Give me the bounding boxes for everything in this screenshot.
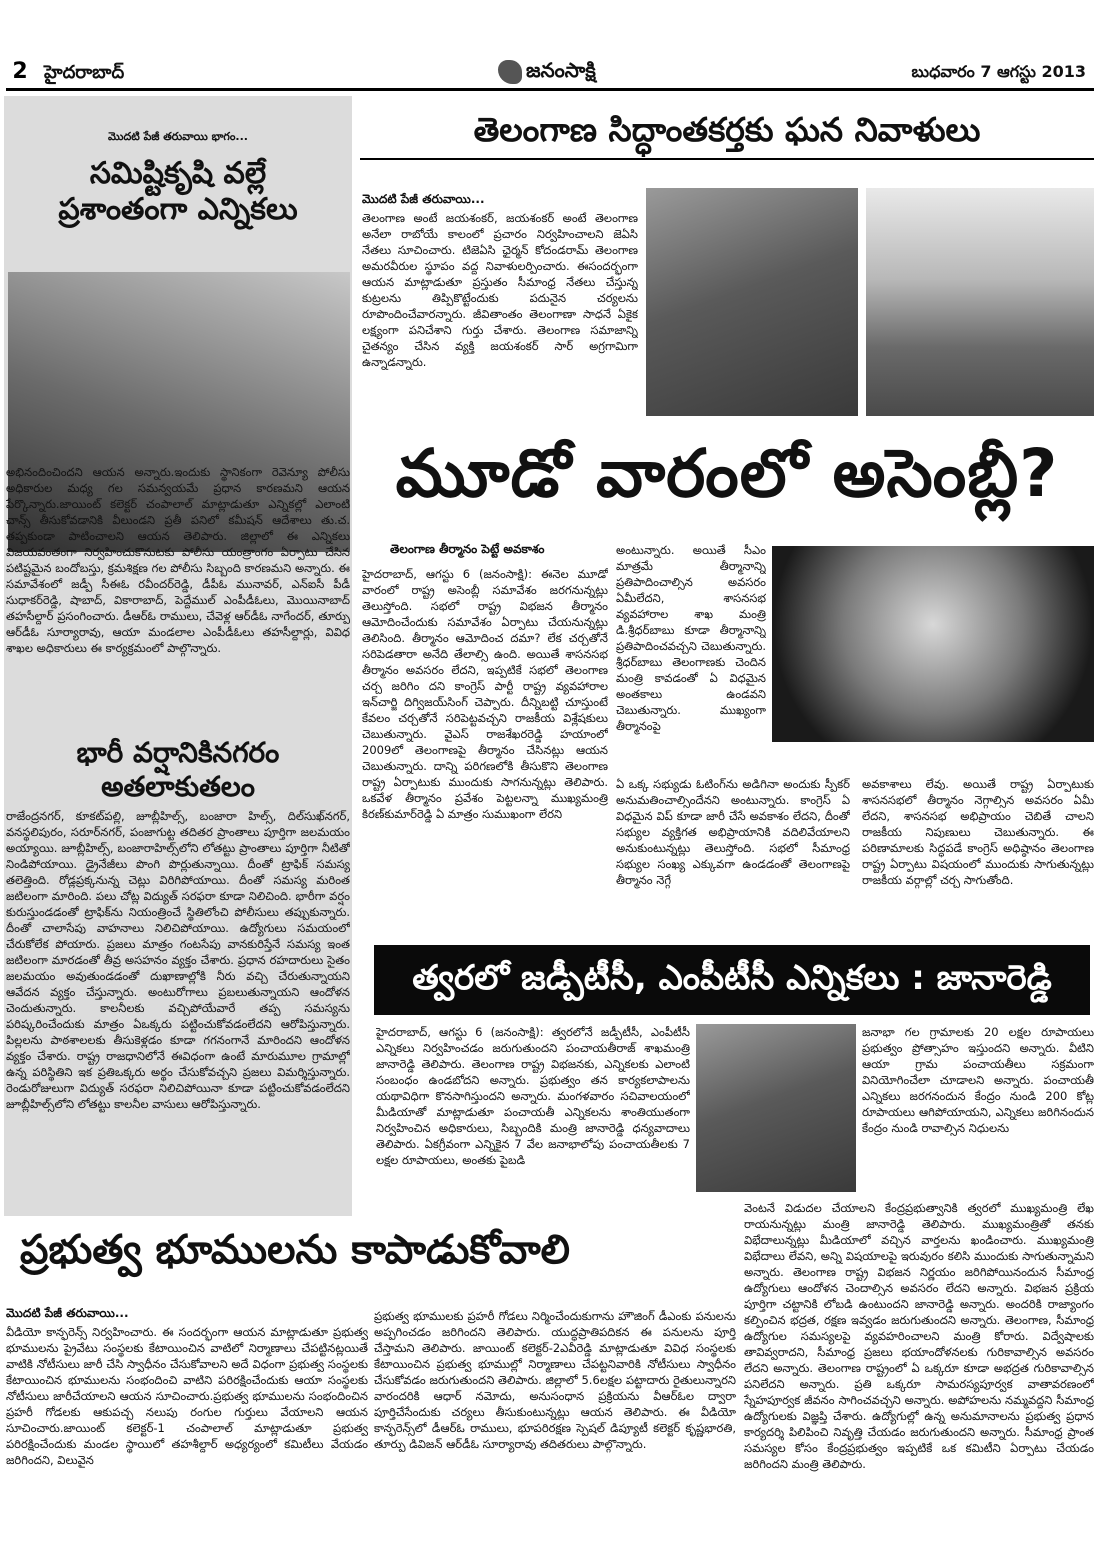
jayashankar-body: తెలంగాణ అంటే జయశంకర్, జయశంకర్ అంటే తెలంగాణ అనేలా రాబోయే కాలంలో ప్రచారం నిర్వహించాలని జెఏసి నేతలు సూచించారు. టిజెఏసి ఛైర్మన్ కోదండరామ్ తెలంగాణ అమరవీరుల స్థూపం వద్ద నివాళులర్పించారు. ఈసందర్భంగా ఆయన మాట్లాడుతూ ప్రస్తుతం సీమాంధ్ర నేతలు చేస్తున్న కుట్రలను తిప్పికొట్టేందుకు పదునైన చర్యలను రూపొందించేవారన్నారు. జీవితాంతం తెలంగాణా సాధనే ఏకైక లక్ష్యంగా పనిచేశాని గుర్తు చేశారు. తెలంగాణ సమాజాన్ని చైతన్యం చేసిన వ్యక్తి జయశంకర్ సార్ అగ్రగామిగా ఉన్నాడన్నారు. bbox=[362, 211, 638, 369]
left-story-kicker: మొదటి పేజీ తరువాయి భాగం... bbox=[108, 130, 248, 143]
land-headline: ప్రభుత్వ భూములను కాపాడుకోవాలి bbox=[20, 1227, 570, 1273]
logo-text: జనంసాక్షి bbox=[526, 58, 596, 82]
masthead bbox=[0, 56, 1100, 90]
jana-reddy-photo bbox=[696, 1024, 856, 1192]
jana-reddy-col2: జనాభా గల గ్రామాలకు 20 లక్షల రూపాయలు ప్రభుత్వం ప్రోత్సాహం ఇస్తుందని అన్నారు. వీటిని ఆయా గ్రామ పంచాయతీలు సక్రమంగా వినియోగించేలా చూడాలని అన్నారు. పంచాయతీ ఎన్నికలు జరగనందున కేంద్రం నుండి 200 కోట్ల రూపాయలు ఆగిపోయాయని, ఎన్నికలు జరిగినందున కేంద్రం నుండి రావాల్సిన నిధులను bbox=[862, 1025, 1094, 1135]
left-story-body: అభినందించిందని ఆయన అన్నారు.ఇందుకు స్థానికంగా రెవెన్యూ పోలీసు అధికారుల మధ్య గల సమన్వయమే ప్రధాన కారణమని ఆయన పేర్కొన్నారు.జాయింట్ కలెక్టర్ చంపాలాల్ మాట్లాడుతూ ఎన్నికల్లో ఎలాంటి చాన్స్ తీసుకోవడానికి వీలుండని ప్రతీ పనిలో కమీషన్ ఆదేశాలు తు.చ. తప్పకుండా పాటించాలని ఆయన తెలిపారు. జిల్లాలో ఈ ఎన్నికలు విజయవంతంగా నిర్వహించుకొనుటకు పోలీసు యంత్రాంగం ఏర్పాటు చేసిన పటిష్టమైన బందోబస్తు, క్రమశిక్షణ గల పోలీసు సిబ్బంది కారణమని అన్నారు. ఈ సమావేశంలో జడ్పీ సీఈఓ రవీందర్‌రెడ్డి, డీపీఓ మునావర్, ఎన్‌ఐసీ పీడీ సుధాకర్‌రెడ్డి, షాబాద్, వికారాబాద్, పెద్దేముల్ ఎంపీడీఓలు, మొయినాబాద్ తహసీల్దార్ ప్రసంగించారు. డీఆర్‌ఓ రాములు, చేవెళ్ల ఆర్‌డీఓ నాగేందర్, తూర్పు ఆర్‌డీఓ సూర్యారావు, ఆయా మండలాల ఎంపీడీఓలు తహసీల్దార్లు, వివిధ శాఖల అధికారులు ఈ కార్యక్రమంలో పాల్గొన్నారు. bbox=[6, 465, 350, 655]
page-number: 2 bbox=[8, 59, 32, 85]
header-rule bbox=[6, 88, 1094, 91]
header-date: బుధవారం 7 ఆగస్టు 2013 bbox=[911, 62, 1086, 81]
rain-story-headline: భారీ వర్షానికినగరం అతలాకుతలం bbox=[76, 736, 280, 803]
logo bbox=[498, 58, 616, 86]
assembly-col3: అవకాశాలు లేవు. అయితే రాష్ట్ర ఏర్పాటుకు శాసనసభలో తీర్మానం నెగ్గాల్సిన అవసరం ఏమీ లేదని, శాసనసభ అభిప్రాయం చెబితే చాలని రాజకీయ నిపుణులు చెబుతున్నారు. ఈ పరిణామాలకు సిద్ధపడే కాంగ్రెస్ అధిష్ఠానం తెలంగాణ రాష్ట్ర ఏర్పాటు విషయంలో ముందుకు సాగుతున్నట్లు రాజకీయ వర్గాల్లో చర్చ సాగుతోంది. bbox=[862, 777, 1094, 887]
left-story bbox=[4, 96, 352, 1216]
india-map-icon bbox=[498, 60, 522, 84]
land-kicker: మొదటి పేజీ తరువాయి... bbox=[6, 1306, 129, 1320]
left-story-headline: సమిష్టికృషి వల్లే ప్రశాంతంగా ఎన్నికలు bbox=[58, 156, 298, 227]
tribute-photo-1 bbox=[646, 188, 858, 416]
jana-reddy-headline: త్వరలో జడ్పీటీసీ, ఎంపీటీసీ ఎన్నికలు : జానారెడ్డి bbox=[412, 958, 1052, 998]
jana-reddy-col3: వెంటనే విడుదల చేయాలని కేంద్రప్రభుత్వానికి త్వరలో ముఖ్యమంత్రి లేఖ రాయనున్నట్లు మంత్రి జానారెడ్డి తెలిపారు. ముఖ్యమంత్రితో తనకు విభేదాలున్నట్లు మీడియాలో వచ్చిన వార్తలను ఖండించారు. ముఖ్యమంత్రి విభేదాలు లేవని, అన్ని విషయాలపై ఇరువురం కలిసి ముందుకు సాగుతున్నామని అన్నారు. తెలంగాణ రాష్ట్ర విభజన నిర్ణయం జరిగిపోయినందున సీమాంధ్ర ఉద్యోగులు ఆందోళన చెందాల్సిన అవసరం లేదని అన్నారు. విభజన ప్రక్రియ పూర్తిగా చట్టానికి లోబడి ఉంటుందని జానారెడ్డి అన్నారు. అందరికి రాజ్యాంగం కల్పించిన భద్రత, రక్షణ ఇవ్వడం జరుగుతుందని అన్నారు. తెలంగాణ, సీమాంధ్ర ఉద్యోగుల సమస్యలపై వ్యవహరించాలని మంత్రి కోరారు. విద్వేషాలకు తావివ్వరాదని, సీమాంధ్ర ప్రజలు భయాందోళనలకు గురికావాల్సిన అవసరం లేదని అన్నారు. తెలంగాణ రాష్ట్రంలో ఏ ఒక్కరూ కూడా అభద్రత గురికావాల్సిన పనిలేదని అన్నారు. ప్రతి ఒక్కరూ సామరస్యపూర్వక వాతావరణంలో స్నేహపూర్వక జీవనం సాగించవచ్చని అన్నారు. అపోహలను నమ్మవద్దని సీమాంధ్ర ఉద్యోగులకు విజ్ఞప్తి చేశారు. ఉద్యోగుల్లో ఉన్న అనుమానాలను ప్రభుత్వ ప్రధాన కార్యదర్శి పిలిపించి నివృత్తి చేయడం జరుగుతుందని అన్నారు. సీమాంధ్ర ప్రాంత సమస్యల కోసం కేంద్రప్రభుత్వం ఇప్పటికే ఒక కమిటీని ఏర్పాటు చేయడం జరిగిందని మంత్రి తెలిపారు. bbox=[744, 1201, 1094, 1471]
header-city: హైదరాబాద్ bbox=[44, 62, 125, 83]
assembly-headline: మూడో వారంలో అసెంబ్లీ? bbox=[395, 435, 1059, 512]
rain-story-body: రాజేంద్రనగర్, కూకట్‌పల్లి, జూబ్లీహిల్స్, బంజారా హిల్స్, దిల్‌సుఖ్‌నగర్, వనస్థలిపురం, సరూర్‌నగర్, పంజాగుట్ట తదితర ప్రాంతాలు పూర్తిగా జలమయం అయ్యాయి. జూబ్లీహిల్స్, బంజారాహిల్స్‌లోని లోతట్టు ప్రాంతాలు పూర్తిగా నీటితో నిండిపోయాయి. డ్రైనేజీలు పొంగి పొర్లుతున్నాయి. దీంతో ట్రాఫిక్ సమస్య తలెత్తింది. రోడ్లప్రక్కనున్న చెట్లు విరిగిపోయాయి. దీంతో సమస్య మరింత జటిలంగా మారింది. పలు చోట్ల విద్యుత్ సరఫరా కూడా నిలిచింది. భారీగా వర్షం కురుస్తుండడంతో ట్రాఫిక్‌ను నియంత్రించే స్థితిలోంచి పోలీసులు తప్పుకున్నారు. దీంతో చాలాసేపు వాహనాలు నిలిచిపోయాయి. ఉద్యోగులు సమయంలో చేరుకోలేక పోయారు. ప్రజలు మాత్రం గంటసేపు వానకురిస్తేనే సమస్య ఇంత జటిలంగా మారడంతో తీవ్ర అసహనం వ్యక్తం చేశారు. ప్రధాన రహదారులు సైతం జలమయం అవుతుండడంతో దుఖాణాల్లోకి నీరు వచ్చి చేరుతున్నాయని ఆవేదన వ్యక్తం చేస్తున్నారు. అంటురోగాలు ప్రబలుతున్నాయని ఆందోళన చెందుతున్నారు. కాలనీలకు వచ్చిపోయేవారే తప్ప సమస్యను పరిష్కరించేందుకు మాత్రం ఏఒక్కరు పట్టించుకోవడంలేదని ఆరోపిస్తున్నారు. పిల్లలను పాఠశాలలకు తీసుకెళ్లడం కూడా గగనంగానే మారిందని ఆందోళన వ్యక్తం చేశారు. రాష్ట్ర రాజధానిలోనే ఈవిధంగా ఉంటే మారుమూల గ్రామాల్లో ఉన్న పరిస్థితిని ఇక ప్రతిఒక్కరు అర్థం చేసుకోవచ్చని ప్రజలు విమర్శిస్తున్నారు. రెండురోజులుగా విద్యుత్ సరఫరా నిలిచిపోయినా కూడా పట్టించుకోవడంలేదని జూబ్లీహిల్స్‌లోని లోతట్టు కాలనీల వాసులు ఆరోపిస్తున్నారు. bbox=[6, 809, 350, 1111]
assembly-col2b: ఏ ఒక్క సభ్యుడు ఓటింగ్‌ను అడిగినా అందుకు స్పీకర్ అనుమతించాల్సిందేనని అంటున్నారు. కాంగ్రెస్ ఏ విధమైన విప్ కూడా జారీ చేసే అవకాశం లేదని, దీంతో సభ్యుల వ్యక్తిగత అభిప్రాయానికి వదిలివేయాలని అనుకుంటున్నట్లు తెలుస్తోంది. సభలో సీమాంధ్ర సభ్యుల సంఖ్య ఎక్కువగా ఉండడంతో తెలంగాణపై తీర్మానం నెగ్గే bbox=[616, 777, 850, 887]
tribute-photo-2 bbox=[866, 188, 1094, 416]
land-col2: ప్రభుత్వ భూములకు ప్రహరీ గోడలు నిర్మించేందుకుగాను హౌజింగ్ డీఎంకు పనులను అప్పగించడం జరిగిందని తెలిపారు. యుద్ధప్రాతిపదికన ఈ పనులను పూర్తి చేస్తామని తెలిపారు. జాయింట్ కలెక్టర్-2ఎవీరెడ్డి మాట్లాడుతూ వివిధ సంస్థలకు కేటాయించిన ప్రభుత్వ భూముల్లో నిర్మాణాలు చేపట్టనివారికి నోటీసులు స్వాధీనం చేసుకోవడం జరుగుతుందని తెలిపారు. జిల్లాలో 5.6లక్షల పట్టాదారు రైతులున్నారని వారందరికి ఆధార్ నమోదు, అనుసంధాన ప్రక్రియను వీఆర్‌ఓల ద్వారా పూర్తిచేసేందుకు చర్యలు తీసుకుంటున్నట్లు ఆయన తెలిపారు. ఈ వీడియో కాన్ఫరెన్స్‌లో డీఆర్‌ఓ రాములు, భూపరిరక్షణ స్పెషల్ డిప్యూటీ కలెక్టర్ కృష్ణభారతి, తూర్పు డివిజన్ ఆర్‌డీఓ సూర్యారావు తదితరులు పాల్గొన్నారు. bbox=[374, 1309, 736, 1451]
jayashankar-headline: తెలంగాణ సిద్ధాంతకర్తకు ఘన నివాళులు bbox=[473, 110, 981, 149]
assembly-building-photo bbox=[772, 546, 1094, 742]
assembly-col2: అంటున్నారు. అయితే సీఎం మాత్రమే తీర్మానాన్ని ప్రతిపాదించాల్సిన అవసరం ఏమీలేదని, శాసనసభ వ్యవహారాల శాఖ మంత్రి డి.శ్రీధర్‌బాబు కూడా తీర్మానాన్ని ప్రతిపాదించవచ్చని చెబుతున్నారు. శ్రీధర్‌బాబు తెలంగాణకు చెందిన మంత్రి కావడంతో ఏ విధమైన అంతకాలు ఉండవని చెబుతున్నారు. ముఖ్యంగా తీర్మానంపై bbox=[616, 543, 766, 733]
assembly-col1: హైదరాబాద్, ఆగస్టు 6 (జనంసాక్షి): ఈనెల మూడో వారంలో రాష్ట్ర అసెంబ్లీ సమావేశం జరగనున్నట్లు తెలుస్తోంది. సభలో రాష్ట్ర విభజన తీర్మానం ఆమోదించేందుకు సమావేశం ఏర్పాటు చేయనున్నట్లు తెలిసింది. తీర్మానం ఆమోదించ దమా? లేక చర్చతోనే సరిపెడతారా అనేది తేలాల్సి ఉంది. అయితే శాసనసభ తీర్మానం అవసరం లేదని, ఇప్పటికే సభలో తెలంగాణ చర్చ జరిగిం దని కాంగ్రెస్ పార్టీ రాష్ట్ర వ్యవహారాల ఇన్‌చార్జి దిగ్విజయ్‌సింగ్ చెప్పారు. దీన్నిబట్టి చూస్తుంటే కేవలం చర్చతోనే సరిపెట్టవచ్చని రాజకీయ విశ్లేషకులు చెబుతున్నారు. వైఎస్ రాజశేఖరరెడ్డి హయాంలో 2009లో తెలంగాణపై తీర్మానం చేసినట్లు ఆయన చెబుతున్నారు. దాన్ని పరిగణలోకి తీసుకొని తెలంగాణ రాష్ట్ర ఏర్పాటుకు ముందుకు సాగనున్నట్లు తెలిపారు. ఒకవేళ తీర్మానం ప్రవేశం పెట్టలన్నా ముఖ్యమంత్రి కిరణ్‌కుమార్‌రెడ్డి ఏ మాత్రం సుముఖంగా లేరని bbox=[362, 567, 608, 821]
land-col1: వీడియో కాన్ఫరెన్స్ నిర్వహించారు. ఈ సందర్భంగా ఆయన మాట్లాడుతూ ప్రభుత్వ భూములను ప్రైవేటు సంస్థలకు కేటాయించిన వాటిలో నిర్మాణాలు చేపట్టినట్లయితే వాటికి నోటీసులు జారీ చేసి స్వాధీనం చేసుకోవాలని అదే విధంగా ప్రభుత్వ సంస్థలకు కేటాయించిన భూములను సంభందించి వాటిని పరిరక్షించేందుకు ఆయా సంస్థలకు నోటీసులు జారీచేయాలని ఆయన సూచించారు.ప్రభుత్వ భూములను సంభందించిన ప్రహరీ గోడలకు ఆకుపచ్చ నలుపు రంగుల గుర్తులు వేయాలని ఆయన సూచించారు.జాయింట్ కలెక్టర్-1 చంపాలాల్ మాట్లాడుతూ ప్రభుత్వ పరిరక్షించేందుకు మండల స్థాయిలో తహశీల్దార్ అధ్యర్యంలో కమిటీలు వేయడం జరిగిందని, విలువైన bbox=[6, 1325, 368, 1467]
jana-reddy-col1: హైదరాబాద్, ఆగస్టు 6 (జనంసాక్షి): త్వరలోనే జడ్పీటీసీ, ఎంపీటీసీ ఎన్నికలు నిర్వహించడం జరుగుతుందని పంచాయతీరాజ్ శాఖమంత్రి జానారెడ్డి తెలిపారు. తెలంగాణ రాష్ట్ర విభజనకు, ఎన్నికలకు ఎలాంటి సంబంధం ఉండబోదని అన్నారు. ప్రభుత్వం తన కార్యకలాపాలను యథావిధిగా కొనసాగిస్తుందని అన్నారు. మంగళవారం సచివాలయంలో మీడియాతో మాట్లాడుతూ పంచాయతీ ఎన్నికలను శాంతియుతంగా నిర్వహించిన అధికారులు, సిబ్బందికి మంత్రి జానారెడ్డి ధన్యవాదాలు తెలిపారు. ఏకగ్రీవంగా ఎన్నికైన 7 వేల జనాభాలోపు పంచాయతీలకు 7 లక్షల రూపాయలు, అంతకు పైబడి bbox=[376, 1025, 690, 1167]
headline-rule bbox=[360, 158, 1094, 160]
jayashankar-kicker: మొదటి పేజీ తరువాయి... bbox=[362, 192, 485, 206]
assembly-kicker: తెలంగాణ తీర్మానం పెట్టే అవకాశం bbox=[390, 542, 545, 556]
